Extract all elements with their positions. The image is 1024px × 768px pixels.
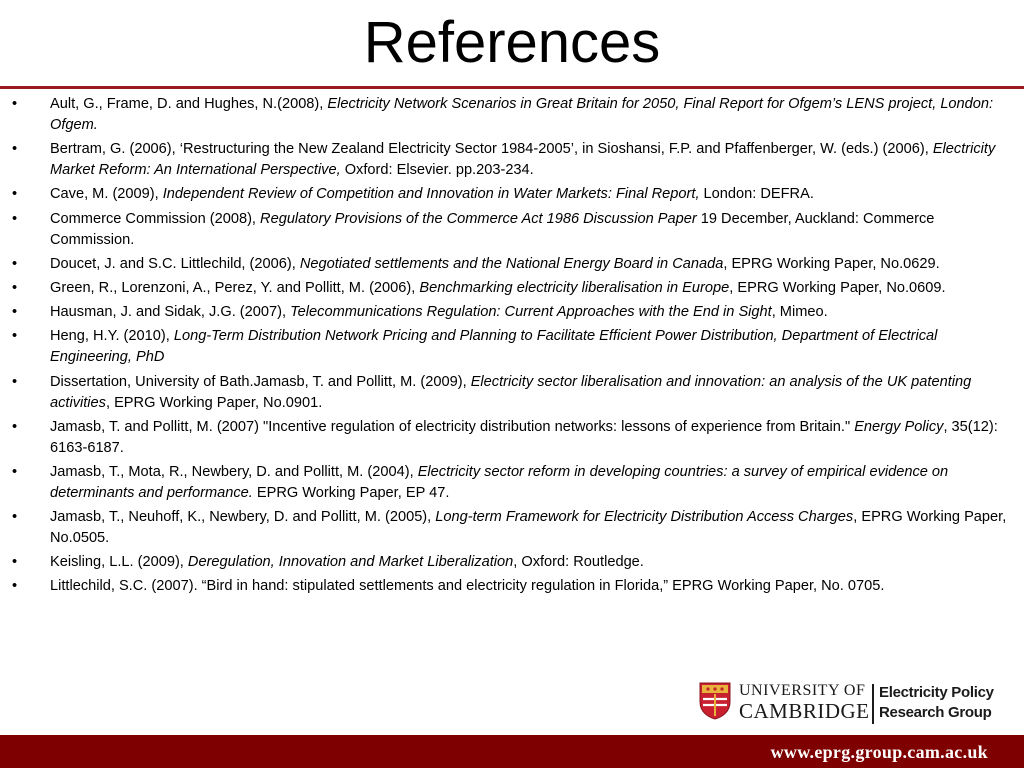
reference-text: , EPRG Working Paper, No.0629. (723, 255, 940, 272)
logo-separator (872, 684, 874, 724)
reference-item (0, 184, 1024, 205)
group-line-1: Electricity Policy (879, 684, 994, 701)
references-list (0, 94, 1024, 601)
reference-text: EPRG Working Paper, EP 47. (252, 484, 450, 501)
reference-title-text: Telecommunications Regulation: Current Approaches with the End in Sight (290, 304, 772, 321)
reference-title-text: Long-Term Distribution Network Pricing and Planning to Facilitate Efficient Power Distribution, Department of Electrical Engineering, PhD (50, 328, 938, 366)
reference-item (0, 372, 1024, 414)
reference-title-text: Independent Review of Competition and Innovation in Water Markets: Final Report, (162, 186, 700, 203)
reference-text: , 35(12): 6163-6187. (50, 418, 998, 456)
group-wordmark (879, 683, 994, 723)
bullet-icon: • (12, 328, 18, 345)
footer-bar (0, 735, 1024, 768)
bullet-icon: • (12, 279, 18, 296)
reference-text: , EPRG Working Paper, No.0609. (729, 279, 946, 296)
bullet-icon: • (12, 141, 18, 158)
title-divider (0, 86, 1024, 89)
reference-item (0, 209, 1024, 251)
reference-title-text: Benchmarking electricity liberalisation in Europe (419, 279, 730, 296)
reference-text: Bertram, G. (2006), ‘Restructuring the New Zealand Electricity Sector 1984-2005’, in Sioshansi, F.P. and Pfaffenberger, W. (eds.) (2006), (50, 141, 933, 158)
bullet-icon: • (12, 96, 18, 112)
reference-text: Jamasb, T., Neuhoff, K., Newbery, D. and Pollitt, M. (2005), (50, 509, 436, 526)
reference-item (0, 278, 1024, 299)
reference-item (0, 302, 1024, 323)
footer-url[interactable]: www.eprg.group.cam.ac.uk (770, 742, 988, 762)
slide-title: References (363, 10, 661, 75)
bullet-icon: • (12, 463, 18, 480)
reference-text: Doucet, J. and S.C. Littlechild, (2006), (50, 255, 300, 272)
bullet-icon: • (12, 554, 18, 571)
reference-text: Heng, H.Y. (2010), (50, 328, 174, 345)
reference-item (0, 552, 1024, 573)
reference-text: 19 December, Auckland: Commerce Commission. (50, 210, 935, 248)
reference-title-text: Electricity Network Scenarios in Great Britain for 2050, Final Report for Ofgem’s LENS project, London: Ofgem. (50, 96, 994, 133)
cambridge-crest-icon (699, 682, 731, 720)
university-line-2: CAMBRIDGE (739, 699, 870, 723)
reference-text: Oxford: Elsevier. pp.203-234. (340, 162, 534, 179)
group-line-2: Research Group (879, 704, 992, 721)
bullet-icon: • (12, 255, 18, 272)
reference-text: , EPRG Working Paper, No.0901. (105, 394, 323, 411)
reference-title-text: Long-term Framework for Electricity Distribution Access Charges (435, 509, 854, 526)
reference-item (0, 139, 1024, 181)
bullet-icon: • (12, 304, 18, 321)
bullet-icon: • (12, 373, 18, 390)
reference-item (0, 507, 1024, 549)
reference-text: , Oxford: Routledge. (513, 554, 644, 571)
reference-text: Littlechild, S.C. (2007). “Bird in hand: stipulated settlements and electricity regulation in Florida,” EPRG Working Paper, No. 0705. (50, 578, 885, 595)
bullet-icon: • (12, 210, 18, 227)
reference-item (0, 417, 1024, 459)
reference-item (0, 94, 1024, 136)
reference-item (0, 326, 1024, 368)
reference-text: Cave, M. (2009), (50, 186, 163, 203)
cambridge-eprg-logo (693, 676, 1021, 732)
reference-text: , EPRG Working Paper, No.0505. (50, 509, 1007, 547)
reference-text: , Mimeo. (771, 304, 828, 321)
reference-title-text: Electricity sector liberalisation and innovation: an analysis of the UK patenting activities (50, 373, 972, 411)
reference-title-text: Negotiated settlements and the National Energy Board in Canada (299, 255, 724, 272)
reference-title-text: Electricity Market Reform: An International Perspective, (50, 141, 996, 179)
reference-text: Ault, G., Frame, D. and Hughes, N.(2008), (50, 96, 328, 112)
bullet-icon: • (12, 418, 18, 435)
reference-text: Hausman, J. and Sidak, J.G. (2007), (50, 304, 291, 321)
reference-text: Green, R., Lorenzoni, A., Perez, Y. and Pollitt, M. (2006), (50, 279, 420, 296)
reference-text: Jamasb, T., Mota, R., Newbery, D. and Pollitt, M. (2004), (50, 463, 418, 480)
reference-item (0, 576, 1024, 597)
reference-text: Commerce Commission (2008), (50, 210, 261, 227)
bullet-icon: • (12, 509, 18, 526)
reference-text: Jamasb, T. and Pollitt, M. (2007) "Incentive regulation of electricity distribution networks: lessons of experience from Britain." (50, 418, 855, 435)
reference-text: Dissertation, University of Bath.Jamasb, T. and Pollitt, M. (2009), (50, 373, 471, 390)
reference-title-text: Deregulation, Innovation and Market Liberalization (187, 554, 514, 571)
bullet-icon: • (12, 578, 18, 595)
university-wordmark (739, 682, 870, 722)
bullet-icon: • (12, 186, 18, 203)
reference-title-text: Regulatory Provisions of the Commerce Act 1986 Discussion Paper (260, 210, 697, 227)
reference-text: London: DEFRA. (699, 186, 814, 203)
reference-item (0, 462, 1024, 504)
reference-title-text: Energy Policy (854, 418, 944, 435)
reference-text: Keisling, L.L. (2009), (50, 554, 188, 571)
reference-item (0, 254, 1024, 275)
reference-title-text: Electricity sector reform in developing countries: a survey of empirical evidence on determinants and performance. (50, 463, 949, 501)
university-line-1: UNIVERSITY OF (739, 682, 866, 699)
